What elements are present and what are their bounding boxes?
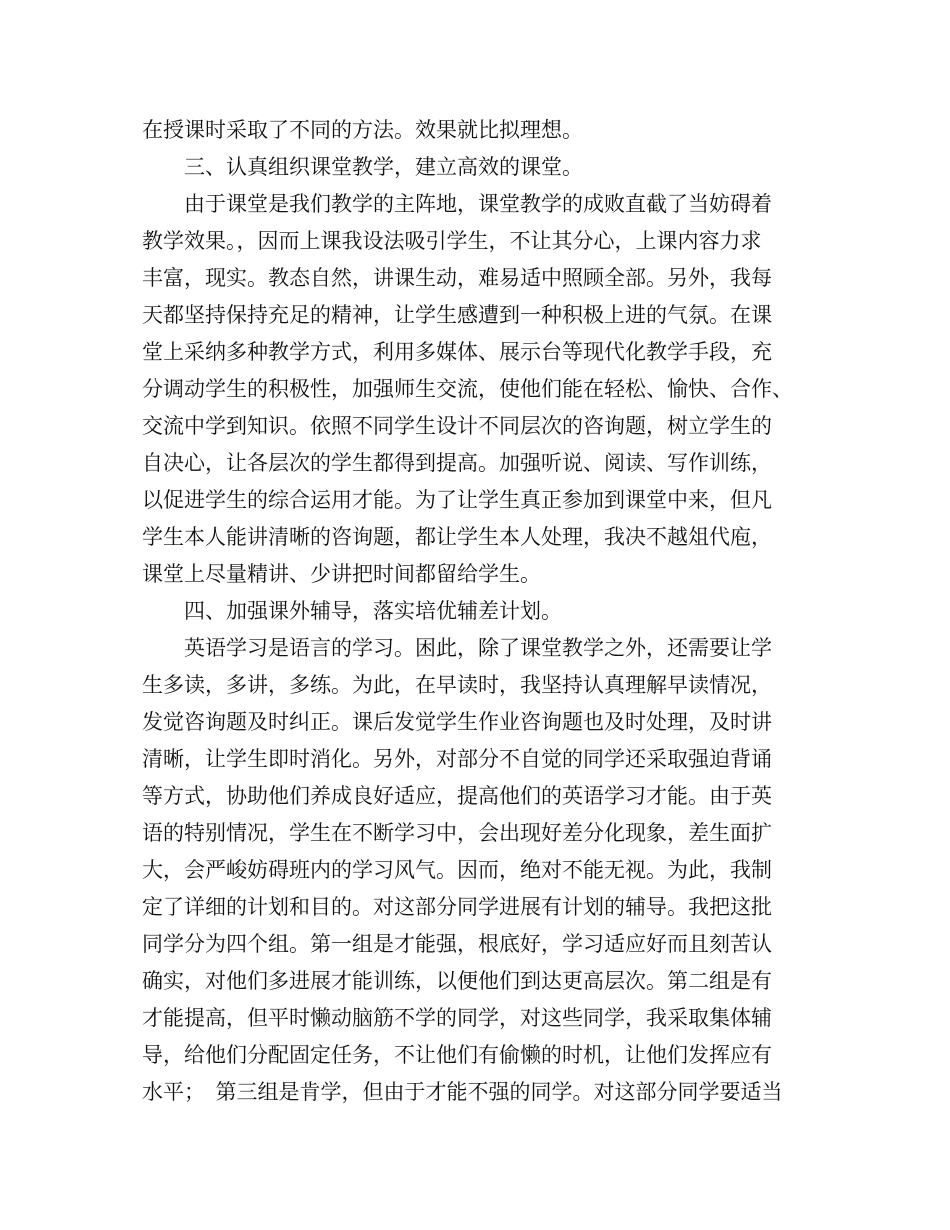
text-line: 自决心，让各层次的学生都得到提高。加强听说、阅读、写作训练，: [142, 451, 772, 475]
text-line: 四、加强课外辅导，落实培优辅差计划。: [184, 599, 562, 623]
text-line: 才能提高，但平时懒动脑筋不学的同学，对这些同学，我采取集体辅: [142, 1006, 772, 1030]
text-line: 清晰，让学生即时消化。另外，对部分不自觉的同学还采取强迫背诵: [142, 747, 772, 771]
text-line: 导，给他们分配固定任务，不让他们有偷懒的时机，让他们发挥应有: [142, 1043, 772, 1067]
text-line: 在授课时采取了不同的方法。效果就比拟理想。: [142, 118, 583, 142]
text-line: 三、认真组织课堂教学，建立高效的课堂。: [184, 155, 583, 179]
text-line: 生多读，多讲，多练。为此，在早读时，我坚持认真理解早读情况，: [142, 673, 772, 697]
body-text: [142, 112, 814, 1111]
text-line: 确实，对他们多进展才能训练，以便他们到达更高层次。第二组是有: [142, 969, 772, 993]
text-line: 堂上采纳多种教学方式，利用多媒体、展示台等现代化教学手段，充: [142, 340, 772, 364]
text-line: 分调动学生的积极性，加强师生交流，使他们能在轻松、愉快、合作、: [142, 377, 793, 401]
text-line: 大，会严峻妨碍班内的学习风气。因而，绝对不能无视。为此，我制: [142, 858, 772, 882]
text-line: 同学分为四个组。第一组是才能强，根底好，学习适应好而且刻苦认: [142, 932, 772, 956]
text-line: 课堂上尽量精讲、少讲把时间都留给学生。: [142, 562, 541, 586]
text-line: 定了详细的计划和目的。对这部分同学进展有计划的辅导。我把这批: [142, 895, 772, 919]
text-line: 等方式，协助他们养成良好适应，提高他们的英语学习才能。由于英: [142, 784, 772, 808]
text-line: 交流中学到知识。依照不同学生设计不同层次的咨询题，树立学生的: [142, 414, 772, 438]
text-line: 语的特别情况，学生在不断学习中，会出现好差分化现象，差生面扩: [142, 821, 772, 845]
text-line: 以促进学生的综合运用才能。为了让学生真正参加到课堂中来，但凡: [142, 488, 772, 512]
text-line: 教学效果。，因而上课我设法吸引学生，不让其分心，上课内容力求: [142, 229, 762, 253]
text-line: 天都坚持保持充足的精神，让学生感遭到一种积极上进的气氛。在课: [142, 303, 772, 327]
text-line: 由于课堂是我们教学的主阵地，课堂教学的成败直截了当妨碍着: [184, 192, 772, 216]
text-line: 学生本人能讲清晰的咨询题，都让学生本人处理，我决不越俎代庖，: [142, 525, 772, 549]
text-line: 发觉咨询题及时纠正。课后发觉学生作业咨询题也及时处理，及时讲: [142, 710, 772, 734]
text-line: 丰富，现实。教态自然，讲课生动，难易适中照顾全部。另外，我每: [142, 266, 772, 290]
text-line: 水平； 第三组是肯学，但由于才能不强的同学。对这部分同学要适当: [142, 1080, 783, 1104]
text-line: 英语学习是语言的学习。困此，除了课堂教学之外，还需要让学: [184, 636, 772, 660]
